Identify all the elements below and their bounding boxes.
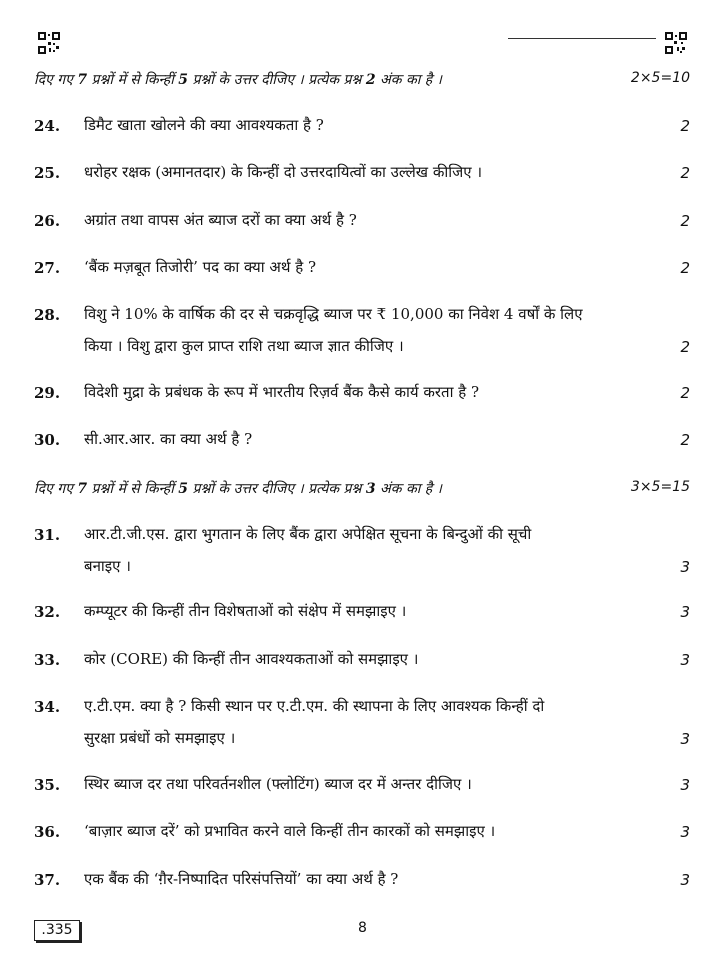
question-number: 30. [34,431,61,449]
question-text: कम्प्यूटर की किन्हीं तीन विशेषताओं को संक्षेप में समझाइए । [84,602,407,620]
question-text: धरोहर रक्षक (अमानतदार) के किन्हीं दो उत्तरदायित्वों का उल्लेख कीजिए । [84,163,483,181]
question-number: 32. [34,603,61,621]
page-number: 8 [358,920,367,936]
question-marks: 2 [680,384,690,402]
section-marks: 2×5=10 [630,70,690,86]
question-number: 29. [34,384,61,402]
question-marks: 3 [680,651,690,669]
question-marks: 3 [680,603,690,621]
question-marks: 3 [680,776,690,794]
question-text: ए.टी.एम. क्या है ? किसी स्थान पर ए.टी.एम. की स्थापना के लिए आवश्यक किन्हीं दो [84,697,545,715]
question-number: 35. [34,776,61,794]
question-marks: 2 [680,164,690,182]
question-number: 34. [34,698,61,716]
question-marks: 3 [680,871,690,889]
question-number: 37. [34,871,61,889]
question-text: डिमैट खाता खोलने की क्या आवश्यकता है ? [84,116,324,134]
question-text: स्थिर ब्याज दर तथा परिवर्तनशील (फ्लोटिंग) ब्याज दर में अन्तर दीजिए । [84,775,472,793]
question-text: कोर (CORE) की किन्हीं तीन आवश्यकताओं को समझाइए । [84,650,419,668]
question-number: 36. [34,823,61,841]
question-number: 25. [34,164,61,182]
question-marks: 2 [680,117,690,135]
question-text: ‘बैंक मज़बूत तिजोरी’ पद का क्या अर्थ है ? [84,258,317,276]
question-marks: 2 [680,338,690,356]
qr-code-icon [665,32,687,54]
question-marks: 2 [680,259,690,277]
question-text: ‘बाज़ार ब्याज दरें’ को प्रभावित करने वाले किन्हीं तीन कारकों को समझाइए । [84,822,496,840]
question-text: एक बैंक की ‘ग़ैर-निष्पादित परिसंपत्तियों’ का क्या अर्थ है ? [84,870,399,888]
question-number: 33. [34,651,61,669]
question-number: 31. [34,526,61,544]
question-marks: 3 [680,558,690,576]
question-text-cont: सुरक्षा प्रबंधों को समझाइए । [84,729,236,747]
question-text: आर.टी.जी.एस. द्वारा भुगतान के लिए बैंक द्वारा अपेक्षित सूचना के बिन्दुओं की सूची [84,525,532,543]
question-text: सी.आर.आर. का क्या अर्थ है ? [84,430,253,448]
question-number: 27. [34,259,61,277]
question-text: विशु ने 10% के वार्षिक की दर से चक्रवृद्धि ब्याज पर ₹ 10,000 का निवेश 4 वर्षों के लिए [84,305,583,323]
question-text: अग्रांत तथा वापस अंत ब्याज दरों का क्या अर्थ है ? [84,211,357,229]
section-marks: 3×5=15 [630,479,690,495]
question-marks: 2 [680,212,690,230]
question-text-cont: किया । विशु द्वारा कुल प्राप्त राशि तथा ब्याज ज्ञात कीजिए । [84,337,404,355]
header-rule [508,38,656,39]
question-number: 26. [34,212,61,230]
qr-code-icon [38,32,60,54]
question-marks: 3 [680,823,690,841]
paper-code-box: .335 [34,920,80,941]
question-text-cont: बनाइए । [84,557,131,575]
question-number: 28. [34,306,61,324]
question-text: विदेशी मुद्रा के प्रबंधक के रूप में भारतीय रिज़र्व बैंक कैसे कार्य करता है ? [84,383,480,401]
question-marks: 2 [680,431,690,449]
question-number: 24. [34,117,61,135]
question-marks: 3 [680,730,690,748]
